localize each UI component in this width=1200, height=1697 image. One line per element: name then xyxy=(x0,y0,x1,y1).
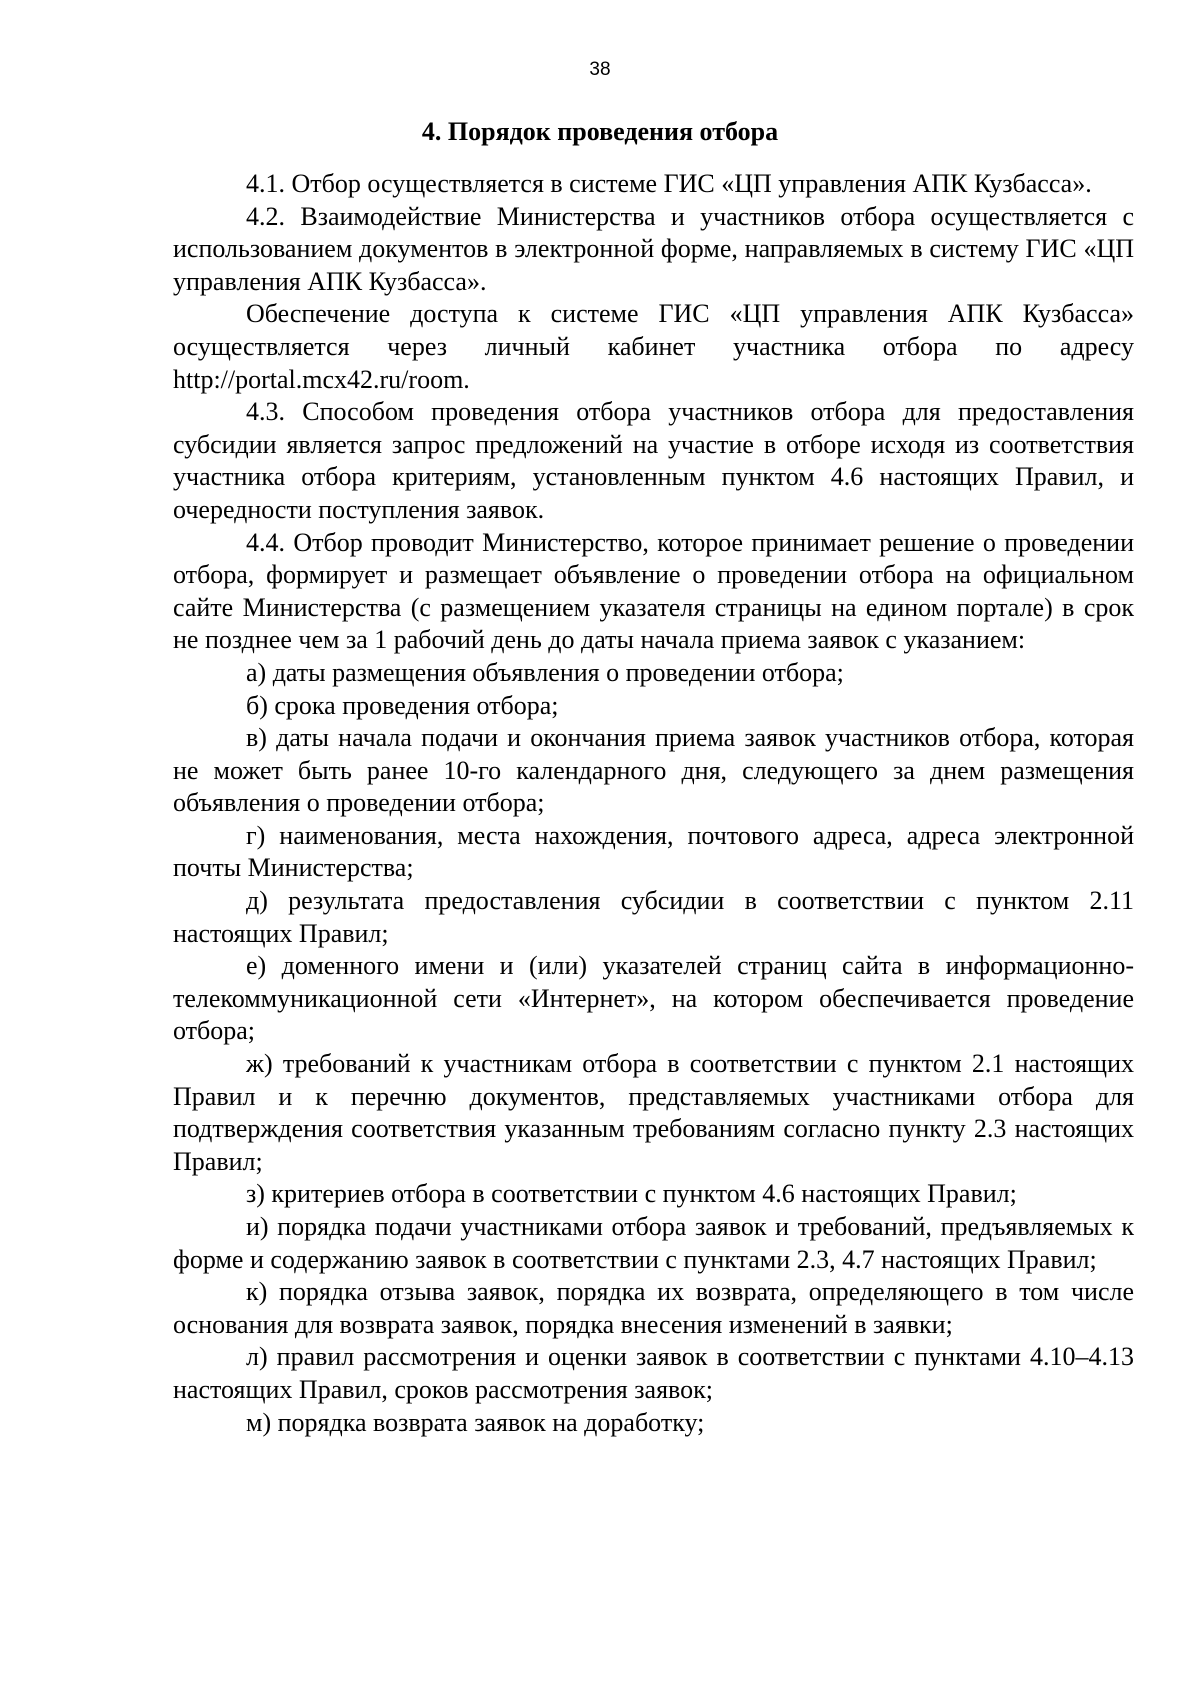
paragraph-4-4: 4.4. Отбор проводит Министерство, которое принимает решение о проведении отбора, формирует и размещает объявление о проведении отбора на официальном сайте Министерства (с размещением указателя страницы на едином портале) в срок не позднее чем за 1 рабочий день до даты начала приема заявок с указанием: xyxy=(173,527,1134,655)
section-title: 4. Порядок проведения отбора xyxy=(421,117,779,146)
paragraph-4-2: 4.2. Взаимодействие Министерства и участников отбора осуществляется с использованием документов в электронной форме, направляемых в систему ГИС «ЦП управления АПК Кузбасса». xyxy=(173,201,1134,296)
list-item-z: з) критериев отбора в соответствии с пунктом 4.6 настоящих Правил; xyxy=(246,1179,1017,1209)
list-item-m: м) порядка возврата заявок на доработку; xyxy=(246,1407,705,1437)
document-body xyxy=(173,168,1134,1439)
list-item-d: д) результата предоставления субсидии в соответствии с пунктом 2.11 настоящих Правил; xyxy=(173,886,1134,948)
paragraph-4-1: 4.1. Отбор осуществляется в системе ГИС «ЦП управления АПК Кузбасса». xyxy=(246,169,1092,198)
list-item-g: г) наименования, места нахождения, почтового адреса, адреса электронной почты Министерства; xyxy=(173,820,1134,883)
list-item-k: к) порядка отзыва заявок, порядка их возврата, определяющего в том числе основания для возврата заявок, порядка внесения изменений в заявки; xyxy=(173,1277,1134,1339)
list-item-e: е) доменного имени и (или) указателей страниц сайта в информационно-телекоммуникационной сети «Интернет», на котором обеспечивается проведение отбора; xyxy=(173,951,1134,1046)
list-item-b: б) срока проведения отбора; xyxy=(246,690,559,720)
list-item-i: и) порядка подачи участниками отбора заявок и требований, предъявляемых к форме и содержанию заявок в соответствии с пунктами 2.3, 4.7 настоящих Правил; xyxy=(173,1212,1134,1274)
page-number: 38 xyxy=(589,59,611,80)
paragraph-access: Обеспечение доступа к системе ГИС «ЦП управления АПК Кузбасса» осуществляется через личный кабинет участника отбора по адресу http://portal.mcx42.ru/room. xyxy=(173,299,1134,394)
list-item-a: а) даты размещения объявления о проведении отбора; xyxy=(246,657,844,687)
paragraph-4-3: 4.3. Способом проведения отбора участников отбора для предоставления субсидии является запрос предложений на участие в отборе исходя из соответствия участника отбора критериям, установленным пунктом 4.6 настоящих Правил, и очередности поступления заявок. xyxy=(173,397,1134,524)
list-item-zh: ж) требований к участникам отбора в соответствии с пунктом 2.1 настоящих Правил и к перечню документов, представляемых участниками отбора для подтверждения соответствия указанным требованиям согласно пункту 2.3 настоящих Правил; xyxy=(173,1049,1134,1176)
list-item-l: л) правил рассмотрения и оценки заявок в соответствии с пунктами 4.10–4.13 настоящих Правил, сроков рассмотрения заявок; xyxy=(173,1342,1134,1404)
list-item-v: в) даты начала подачи и окончания приема заявок участников отбора, которая не может быть ранее 10-го календарного дня, следующего за днем размещения объявления о проведении отбора; xyxy=(173,723,1134,818)
